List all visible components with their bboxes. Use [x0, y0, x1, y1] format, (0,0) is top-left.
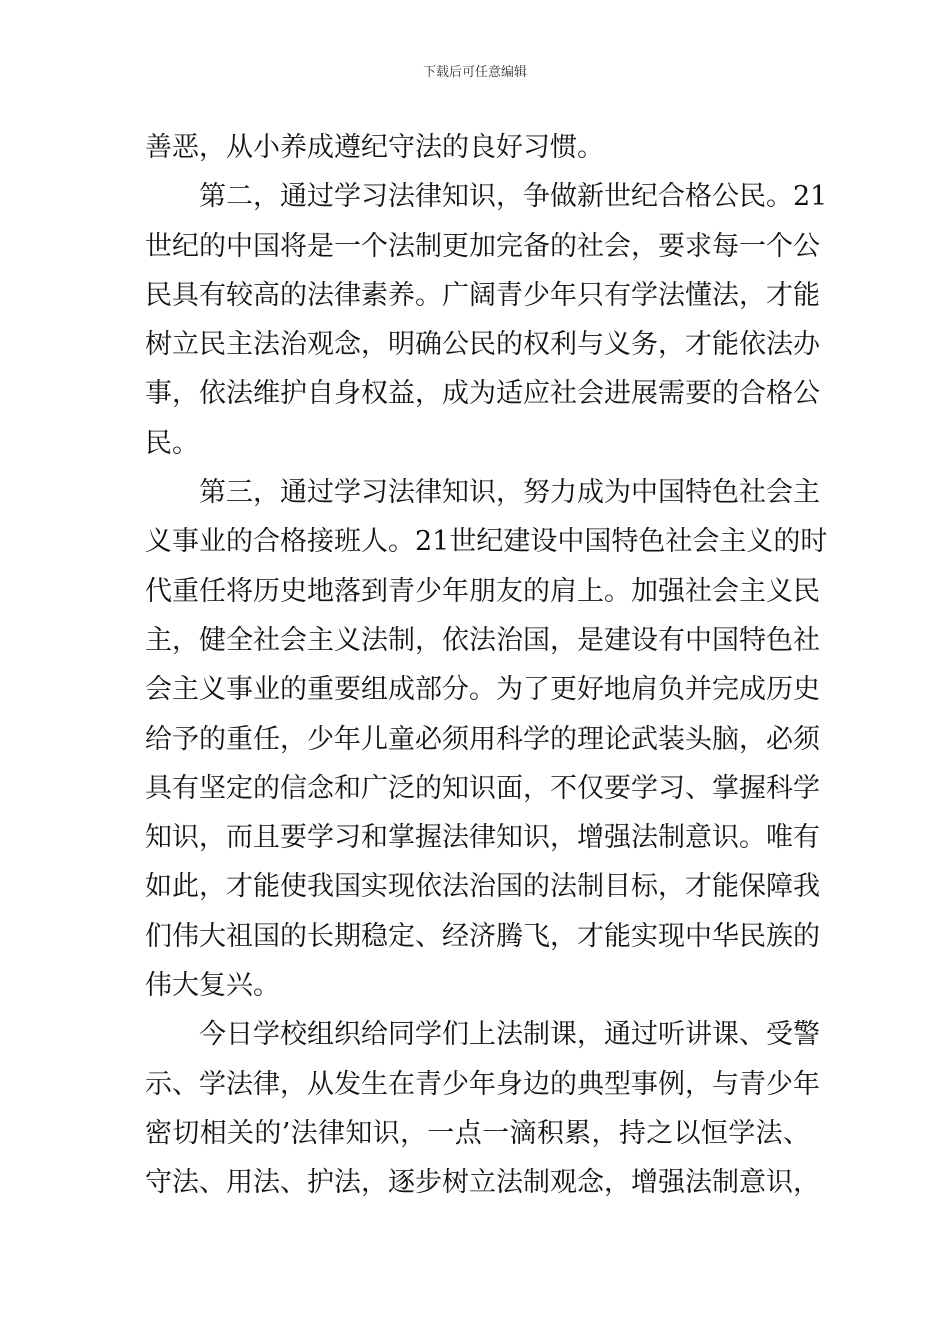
text-line: 如此，才能使我国实现依法治国的法制目标，才能保障我: [145, 871, 820, 903]
text-line: 主，健全社会主义法制，依法治国，是建设有中国特色社: [145, 624, 820, 656]
page-header-note: 下载后可任意编辑: [422, 65, 527, 80]
document-body: [145, 123, 828, 1208]
text-line: 善恶，从小养成遵纪守法的良好习惯。: [145, 132, 604, 163]
text-line: 第二，通过学习法律知识，争做新世纪合格公民。21: [199, 181, 828, 213]
text-line: 伟大复兴。: [145, 970, 280, 1002]
text-line: 树立民主法治观念，明确公民的权利与义务，才能依法办: [145, 329, 820, 361]
text-line: 会主义事业的重要组成部分。为了更好地肩负并完成历史: [145, 674, 820, 706]
text-line: 代重任将历史地落到青少年朋友的肩上。加强社会主义民: [145, 575, 820, 607]
text-line: 民。: [145, 427, 199, 459]
text-line: 世纪的中国将是一个法制更加完备的社会，要求每一个公: [145, 230, 820, 262]
text-line: 密切相关的’法律知识，一点一滴积累，持之以恒学法、: [145, 1117, 810, 1149]
text-line: 示、学法律，从发生在青少年身边的典型事例，与青少年: [145, 1068, 820, 1100]
text-line: 们伟大祖国的长期稳定、经济腾飞，才能实现中华民族的: [145, 920, 820, 952]
text-line: 义事业的合格接班人。21世纪建设中国特色社会主义的时: [145, 526, 828, 558]
text-line: 守法、用法、护法，逐步树立法制观念，增强法制意识，: [145, 1167, 820, 1199]
text-line: 事，依法维护自身权益，成为适应社会进展需要的合格公: [145, 378, 820, 410]
text-line: 第三，通过学习法律知识，努力成为中国特色社会主: [199, 477, 820, 509]
text-line: 具有坚定的信念和广泛的知识面，不仅要学习、掌握科学: [145, 772, 820, 804]
text-line: 给予的重任，少年儿童必须用科学的理论武装头脑，必须: [145, 723, 820, 755]
text-line: 民具有较高的法律素养。广阔青少年只有学法懂法，才能: [145, 279, 820, 311]
text-line: 知识，而且要学习和掌握法律知识，增强法制意识。唯有: [145, 822, 820, 854]
text-line: 今日学校组织给同学们上法制课，通过听讲课、受警: [199, 1019, 820, 1051]
